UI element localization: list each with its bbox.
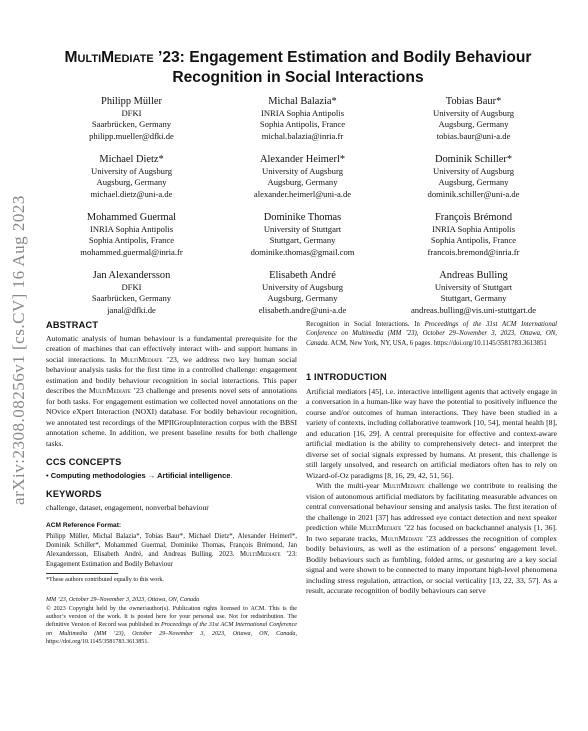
author-email: mohammed.guermal@inria.fr xyxy=(80,246,183,257)
title-line1-rest: ’23: Engagement Estimation and Bodily Behaviour xyxy=(153,49,532,66)
ccs-concept-text: Computing methodologies → Artificial intelligence xyxy=(50,470,231,480)
author-affiliation: University of Stuttgart xyxy=(263,224,342,234)
reference-format-text xyxy=(46,532,297,570)
author-entry xyxy=(46,211,217,258)
keywords-heading: KEYWORDS xyxy=(46,489,102,499)
author-name: Andreas Bulling xyxy=(439,270,508,281)
author-name: Dominike Thomas xyxy=(263,212,342,223)
author-email: alexander.heimerl@uni-a.de xyxy=(253,188,352,199)
author-location: Saarbrücken, Germany xyxy=(91,293,172,304)
author-name: Dominik Schiller* xyxy=(434,154,513,165)
ccs-heading: CCS CONCEPTS xyxy=(46,457,122,467)
intro-text-part: ’23 addresses the recognition of complex bodily behaviours, as well as the estimation of a persons’ engagement level. Bodily behaviours such as fumbling, folded arms, or gesturing are a key social signal and were shown to be connected to many important high-level phenomena including stress regulation, attraction, or social verticality [13, 22, 33, 57]. As a result, accurate recognition of bodily behaviours can serve xyxy=(306,533,557,596)
abstract-heading: ABSTRACT xyxy=(46,320,99,330)
author-entry xyxy=(217,153,388,200)
system-name: MultiMediate xyxy=(382,481,425,491)
author-location: Augsburg, Germany xyxy=(96,177,167,188)
paper-title xyxy=(40,48,556,88)
arxiv-identifier: arXiv:2308.08256v1 [cs.CV] 16 Aug 2023 xyxy=(9,195,28,505)
author-affiliation: DFKI xyxy=(121,282,142,292)
equal-contribution-note: *These authors contributed equally to this work. xyxy=(46,577,164,584)
copyright-venue: Proceedings of the 31st ACM International Conference on Multimedia (MM ’23), October 29–November 3, 2023, Ottawa, ON, Canada xyxy=(46,622,297,637)
system-name: MultiMediate xyxy=(120,354,163,364)
author-name: Jan Alexandersson xyxy=(92,270,171,281)
author-entry xyxy=(46,95,217,142)
author-location: Stuttgart, Germany xyxy=(440,293,507,304)
system-name: MultiMediate xyxy=(380,533,423,543)
title-system-name: MultiMediate xyxy=(64,49,154,66)
left-column xyxy=(46,320,297,646)
author-email: elisabeth.andre@uni-a.de xyxy=(258,304,347,315)
author-name: Philipp Müller xyxy=(101,96,162,107)
intro-text-part: With the multi-year xyxy=(316,481,383,491)
author-name: François Brémond xyxy=(434,212,513,223)
author-location: Stuttgart, Germany xyxy=(269,235,336,246)
system-name: MultiMediate xyxy=(88,386,131,395)
author-location: Sophia Antipolis, France xyxy=(259,119,346,130)
venue-line: MM ’23, October 29–November 3, 2023, Ottawa, ON, Canada xyxy=(46,597,200,604)
author-location: Augsburg, Germany xyxy=(438,119,509,130)
author-entry xyxy=(46,269,217,316)
copyright-text-part: © 2023 Copyright held by the owner/author(s). Publication rights licensed to ACM. This is the author’s version of the work. It is posted here for your personal use. Not for redistribution. The definitive Version of Record was published in xyxy=(46,605,297,629)
intro-paragraph-1: Artificial mediators [45], i.e. interactive intelligent agents that actively engage in a conversation in a human-like way have the potential to positively influence the course and/or outcomes of human interactions. They have been studied in a variety of contexts, including collaborative teamwork [10, 54], mental health [8], and education [16, 29]. A central prerequisite for effective and context-aware artificial mediation is the ability to comprehensively detect- and interpret the diverse set of social signals expressed by humans. At present, this challenge is still largely unsolved, and research on artificial mediators often has to rely on Wizard-of-Oz paradigms [8, 16, 29, 42, 51, 56]. xyxy=(306,386,557,480)
system-name: MultiMediate xyxy=(239,551,281,559)
author-affiliation: University of Augsburg xyxy=(432,166,514,176)
author-email: francois.bremond@inria.fr xyxy=(427,246,520,257)
abstract-text-part: Automatic analysis of human behaviour is a fundamental prerequisite for the creation of machines that can effectively interact with- and support humans in social interactions. In xyxy=(46,333,297,364)
author-affiliation: INRIA Sophia Antipolis xyxy=(431,224,516,234)
title-line2: Recognition in Social Interactions xyxy=(172,69,424,86)
author-name: Michal Balazia* xyxy=(268,96,337,107)
system-name: MultiMediate xyxy=(359,523,402,533)
reference-text-part: ACM, New York, NY, USA, 6 pages. https://doi.org/10.1145/3581783.3613851 xyxy=(329,339,547,347)
author-entry xyxy=(388,269,559,316)
abstract-text-part: ’23, we address two key human social behaviour analysis tasks for the first time in a controlled challenge: engagement estimation and bodily behaviour recognition in social interactions. This paper describes the xyxy=(46,354,297,395)
author-name: Tobias Baur* xyxy=(445,96,502,107)
footnote-rule xyxy=(46,573,118,574)
intro-text-part: challenge we contribute to realising the vision of autonomous artificial mediators by facilitating measurable advances on central conversational behaviour sensing and analysis tasks. The first iteration of the challenge in 2021 [37] has addressed eye contact detection and next speaker prediction while xyxy=(306,481,557,533)
author-entry xyxy=(388,153,559,200)
author-name: Michael Dietz* xyxy=(99,154,164,165)
author-email: andreas.bulling@vis.uni-stuttgart.de xyxy=(410,304,537,315)
reference-format-continued xyxy=(306,320,557,348)
author-email: janal@dfki.de xyxy=(107,304,156,315)
ccs-period: . xyxy=(230,470,233,480)
author-entry xyxy=(46,153,217,200)
author-location: Augsburg, Germany xyxy=(438,177,509,188)
bullet: • xyxy=(46,470,49,480)
author-affiliation: University of Augsburg xyxy=(90,166,172,176)
author-affiliation: INRIA Sophia Antipolis xyxy=(89,224,174,234)
reference-text-part: Philipp Müller, Michal Balazia*, Tobias Baur*, Michael Dietz*, Alexander Heimerl*, Dominik Schiller*, Mohammed Guermal, Dominike Thomas, François Brémond, Jan Alexandersson, Elisabeth André, and Andreas Bulling. 2023. xyxy=(46,532,297,559)
copyright-doi: , https://doi.org/10.1145/3581783.3613851. xyxy=(46,630,297,645)
author-entry xyxy=(217,211,388,258)
right-column xyxy=(306,320,557,597)
author-location: Sophia Antipolis, France xyxy=(88,235,175,246)
intro-paragraph-2 xyxy=(306,481,557,597)
intro-text-part: ’22 has focused on backchannel analysis [1, 36]. In two separate tracks, xyxy=(306,523,557,543)
abstract-text-part: ’23 challenge and presents novel sets of annotations for both tasks. For engagement estimation we collected novel annotations on the NOvice eXpert Interaction (NOXI) database. For bodily behaviour recognition, we annotated test recordings of the MPIIGroupInteraction corpus with the BBSI annotation scheme. In addition, we present baseline results for both challenge tasks. xyxy=(46,386,297,448)
copyright-notice xyxy=(46,605,297,646)
author-affiliation: University of Augsburg xyxy=(432,108,514,118)
author-email: tobias.baur@uni-a.de xyxy=(436,130,511,141)
author-email: dominik.schiller@uni-a.de xyxy=(427,188,520,199)
introduction-heading: 1 INTRODUCTION xyxy=(306,372,387,383)
reference-text-part: ’23: Engagement Estimation and Bodily Behaviour xyxy=(46,551,297,568)
author-entry xyxy=(388,95,559,142)
author-email: michal.balazia@inria.fr xyxy=(261,130,344,141)
author-entry xyxy=(388,211,559,258)
arxiv-sidebar xyxy=(8,150,30,550)
ccs-concept xyxy=(46,471,297,482)
author-name: Mohammed Guermal xyxy=(86,212,177,223)
abstract-text xyxy=(46,334,297,450)
author-name: Elisabeth André xyxy=(269,270,336,281)
keywords-text: challenge, dataset, engagement, nonverbal behaviour xyxy=(46,502,209,512)
author-affiliation: University of Stuttgart xyxy=(434,282,513,292)
author-email: michael.dietz@uni-a.de xyxy=(90,188,173,199)
author-affiliation: INRIA Sophia Antipolis xyxy=(260,108,345,118)
author-entry xyxy=(217,95,388,142)
author-email: philipp.mueller@dfki.de xyxy=(89,130,174,141)
author-affiliation: University of Augsburg xyxy=(261,282,343,292)
author-email: dominike.thomas@gmail.com xyxy=(250,246,355,257)
reference-venue: Proceedings of the 31st ACM International Conference on Multimedia (MM ’23), October 29–November 3, 2023, Ottawa, ON, Canada. xyxy=(306,321,557,347)
author-name: Alexander Heimerl* xyxy=(259,154,346,165)
author-location: Saarbrücken, Germany xyxy=(91,119,172,130)
reference-format-heading: ACM Reference Format: xyxy=(46,522,122,529)
author-location: Augsburg, Germany xyxy=(267,293,338,304)
reference-text-part: Recognition in Social Interactions. In xyxy=(306,321,425,328)
author-entry xyxy=(217,269,388,316)
author-affiliation: University of Augsburg xyxy=(261,166,343,176)
author-location: Sophia Antipolis, France xyxy=(430,235,517,246)
author-affiliation: DFKI xyxy=(121,108,142,118)
author-location: Augsburg, Germany xyxy=(267,177,338,188)
